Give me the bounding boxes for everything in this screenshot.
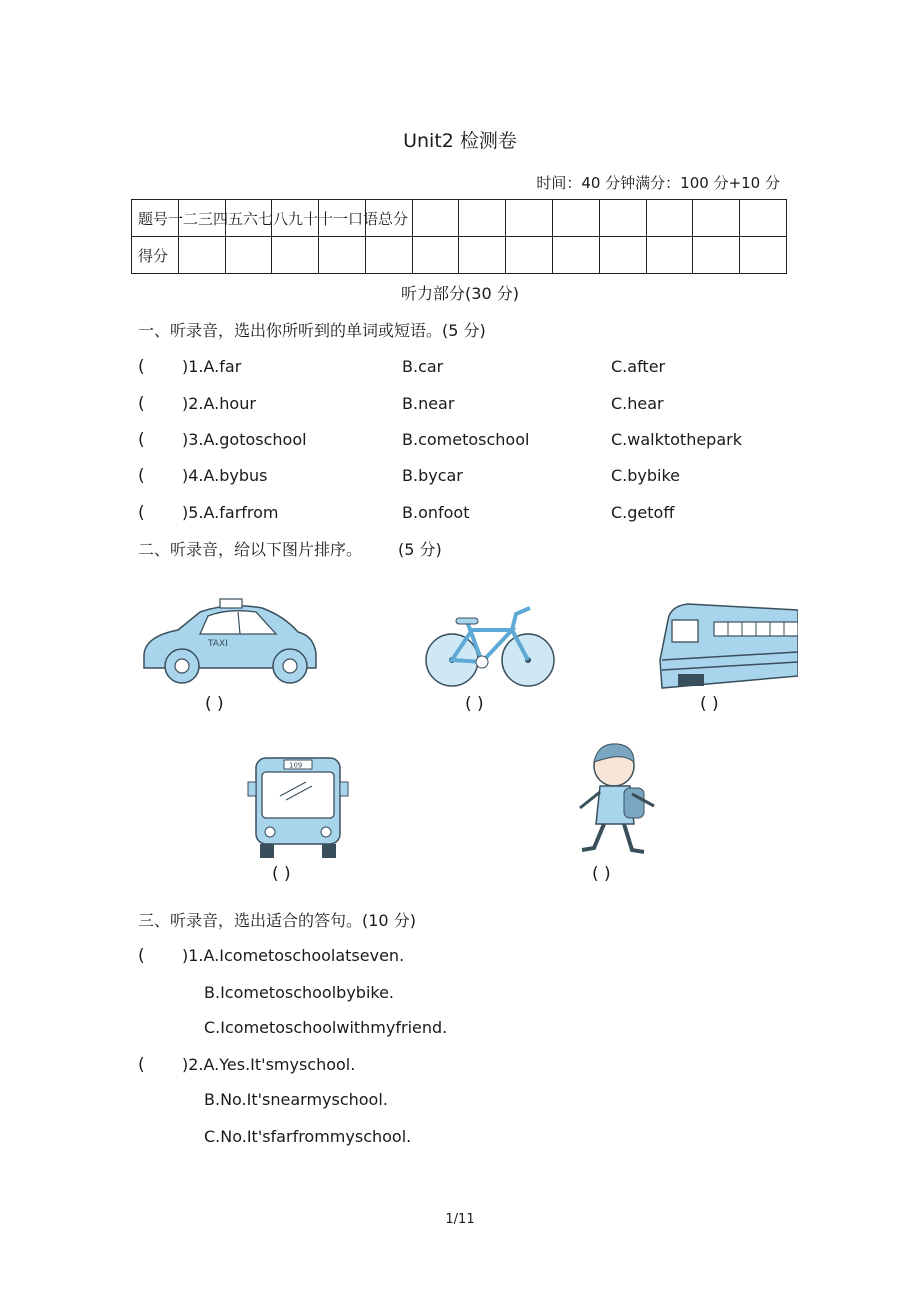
score-table: [131, 199, 787, 274]
s3-q1-a: )1.A.Icometoschoolatseven.: [182, 946, 405, 965]
s1-q3-c: C.walktothepark: [611, 430, 742, 449]
s1-q3-a: )3.A.gotoschool: [182, 430, 307, 449]
s1-q1-a: )1.A.far: [182, 357, 242, 376]
listening-header: 听力部分(30 分): [401, 284, 519, 303]
bus-number-text: 109: [289, 761, 303, 770]
section2-points: (5 分): [398, 540, 442, 559]
order-blank-bus[interactable]: ( ): [272, 864, 291, 884]
exam-meta: 时间：40 分钟满分：100 分+10 分: [536, 174, 780, 192]
s1-q4-b: B.bycar: [402, 466, 463, 485]
score-header-label: 题号一二三四五六七八九十十一口语总分: [132, 200, 179, 237]
s3-q2-b: B.No.It'snearmyschool.: [204, 1090, 388, 1109]
s1-q2-b: B.near: [402, 394, 455, 413]
section1-header: 一、听录音，选出你所听到的单词或短语。(5 分): [138, 321, 486, 340]
score-row-label: 得分: [132, 237, 179, 274]
section3-header: 三、听录音，选出适合的答句。(10 分): [138, 911, 416, 930]
s1-q3-b: B.cometoschool: [402, 430, 530, 449]
order-blank-taxi[interactable]: ( ): [205, 694, 224, 714]
section2-header: 二、听录音，给以下图片排序。: [138, 540, 363, 559]
bus-picture: [246, 752, 350, 860]
s3-q1-b: B.Icometoschoolbybike.: [204, 983, 395, 1002]
taxi-sign-text: TAXI: [208, 639, 228, 649]
answer-paren[interactable]: (: [138, 430, 145, 450]
walking-boy-picture: [574, 740, 670, 862]
page-title: Unit2 检测卷: [403, 130, 517, 152]
order-blank-bicycle[interactable]: ( ): [465, 694, 484, 714]
s1-q5-b: B.onfoot: [402, 503, 470, 522]
s3-q2-a: )2.A.Yes.It'smyschool.: [182, 1055, 356, 1074]
s3-q1-c: C.Icometoschoolwithmyfriend.: [204, 1018, 448, 1037]
s3-q2-c: C.No.It'sfarfrommyschool.: [204, 1127, 412, 1146]
order-blank-walking[interactable]: ( ): [592, 864, 611, 884]
s1-q5-a: )5.A.farfrom: [182, 503, 279, 522]
score-row-values: [132, 237, 787, 274]
page-number: 1/11: [445, 1212, 475, 1227]
answer-paren[interactable]: (: [138, 503, 145, 523]
s1-q1-c: C.after: [611, 357, 666, 376]
s1-q5-c: C.getoff: [611, 503, 675, 522]
taxi-picture: [138, 596, 323, 691]
order-blank-train[interactable]: ( ): [700, 694, 719, 714]
s1-q4-a: )4.A.bybus: [182, 466, 268, 485]
bicycle-picture: [420, 600, 560, 692]
answer-paren[interactable]: (: [138, 466, 145, 486]
s1-q4-c: C.bybike: [611, 466, 681, 485]
answer-paren[interactable]: (: [138, 1055, 145, 1075]
s1-q1-b: B.car: [402, 357, 444, 376]
s1-q2-a: )2.A.hour: [182, 394, 256, 413]
s1-q2-c: C.hear: [611, 394, 664, 413]
train-picture: [658, 600, 798, 692]
answer-paren[interactable]: (: [138, 394, 145, 414]
answer-paren[interactable]: (: [138, 946, 145, 966]
score-row-header: [132, 200, 787, 237]
answer-paren[interactable]: (: [138, 357, 145, 377]
